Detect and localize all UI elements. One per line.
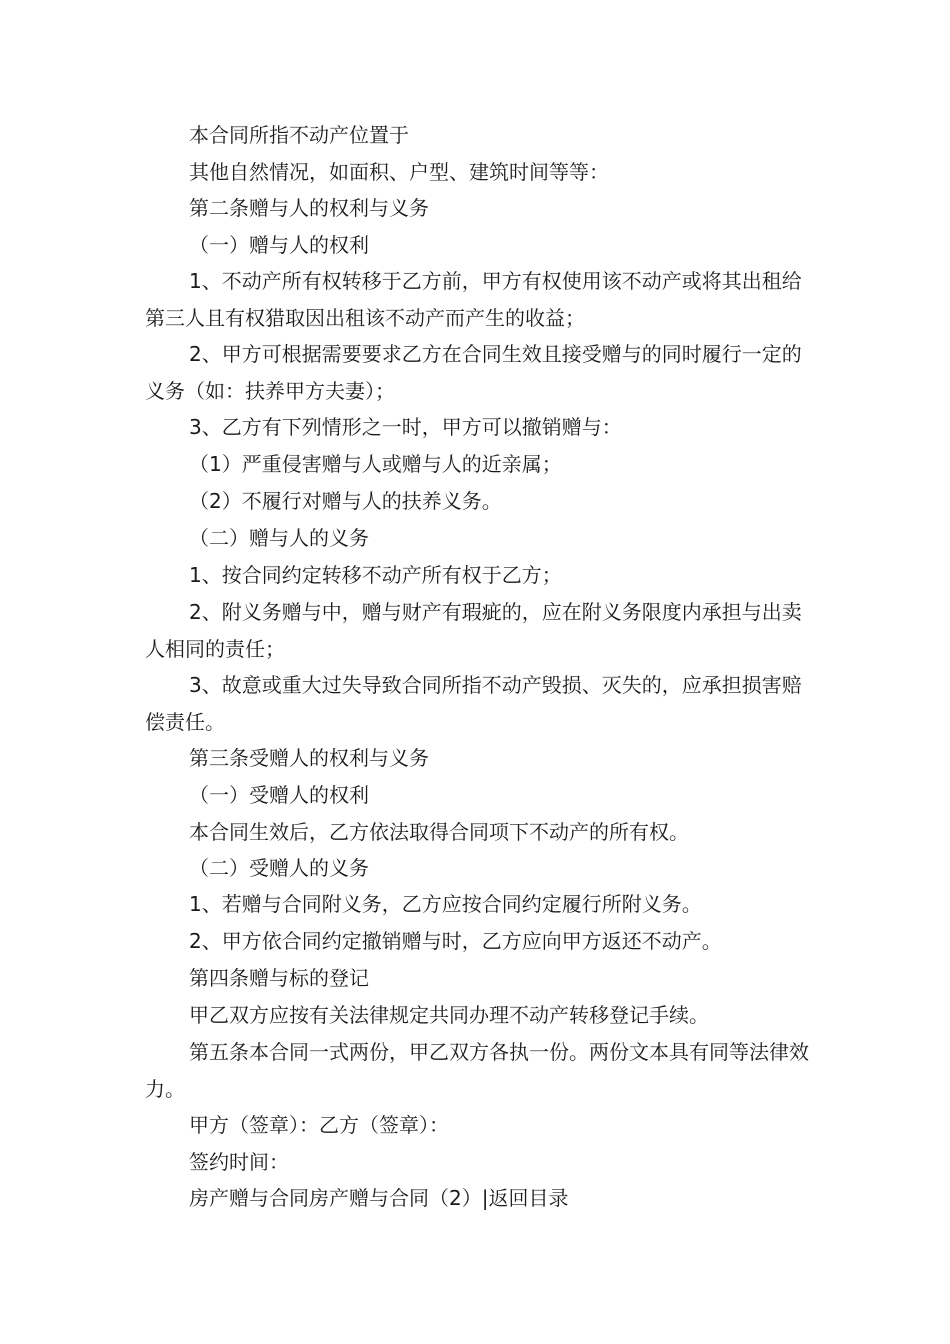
- paragraph-item: （2）不履行对赠与人的扶养义务。: [189, 489, 502, 513]
- paragraph-item: 1、不动产所有权转移于乙方前，甲方有权使用该不动产或将其出租给第三人且有权猎取因出租该不动产而产生的收益；: [145, 269, 802, 330]
- paragraph-1: 本合同所指不动产位置于: [189, 123, 409, 147]
- signing-date-label: 签约时间：: [189, 1150, 289, 1174]
- article-3-heading: 第三条受赠人的权利与义务: [189, 746, 429, 770]
- paragraph-item: 2、甲方依合同约定撤销赠与时，乙方应向甲方返还不动产。: [189, 929, 722, 953]
- article-5-text: 第五条本合同一式两份，甲乙双方各执一份。两份文本具有同等法律效力。: [145, 1040, 809, 1101]
- article-2-heading: 第二条赠与人的权利与义务: [189, 196, 429, 220]
- signature-line: 甲方（签章）：乙方（签章）：: [189, 1113, 449, 1137]
- paragraph-item: （1）严重侵害赠与人或赠与人的近亲属；: [189, 452, 562, 476]
- paragraph-item: 甲乙双方应按有关法律规定共同办理不动产转移登记手续。: [189, 1003, 709, 1027]
- paragraph-item: 本合同生效后，乙方依法取得合同项下不动产的所有权。: [189, 820, 689, 844]
- section-heading: （一）受赠人的权利: [189, 783, 369, 807]
- paragraph-item: 2、甲方可根据需要要求乙方在合同生效且接受赠与的同时履行一定的义务（如：扶养甲方夫妻）；: [145, 342, 802, 403]
- section-heading: （二）受赠人的义务: [189, 856, 369, 880]
- paragraph-item: 1、按合同约定转移不动产所有权于乙方；: [189, 563, 562, 587]
- section-heading: （二）赠与人的义务: [189, 526, 369, 550]
- article-4-heading: 第四条赠与标的登记: [189, 966, 369, 990]
- paragraph-item: 3、故意或重大过失导致合同所指不动产毁损、灭失的，应承担损害赔偿责任。: [145, 673, 802, 734]
- section-heading: （一）赠与人的权利: [189, 233, 369, 257]
- paragraph-item: 2、附义务赠与中，赠与财产有瑕疵的，应在附义务限度内承担与出卖人相同的责任；: [145, 600, 802, 661]
- return-to-toc-link[interactable]: 房产赠与合同房产赠与合同（2）|返回目录: [189, 1186, 569, 1210]
- paragraph-item: 3、乙方有下列情形之一时，甲方可以撤销赠与：: [189, 415, 622, 439]
- paragraph-item: 1、若赠与合同附义务，乙方应按合同约定履行所附义务。: [189, 892, 702, 916]
- paragraph-2: 其他自然情况，如面积、户型、建筑时间等等：: [189, 160, 609, 184]
